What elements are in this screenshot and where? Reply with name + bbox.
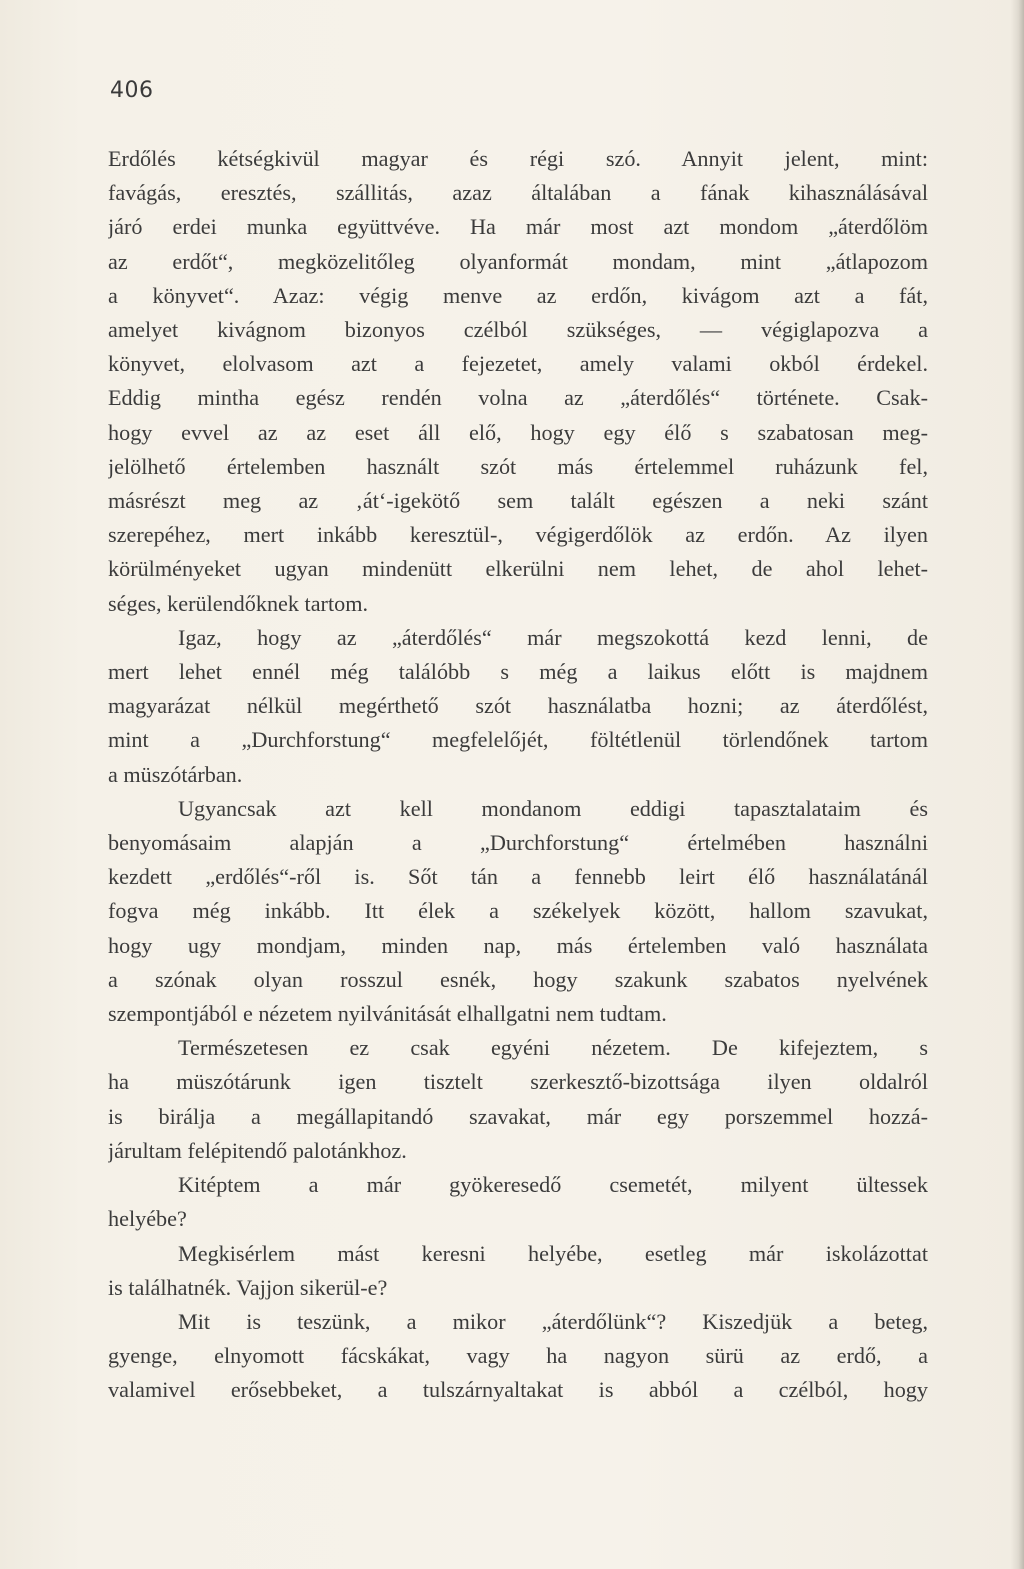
text-line: mint a „Durchforstung“ megfelelőjét, föltétlenül törlendőnek tartom (108, 727, 928, 753)
text-line: Kitéptem a már gyökeresedő csemetét, milyent ültessek (178, 1172, 928, 1198)
text-line: a szónak olyan rosszul esnék, hogy szakunk szabatos nyelvének (108, 966, 928, 992)
text-line: Természetesen ez csak egyéni nézetem. De kifejeztem, s (178, 1035, 928, 1061)
text-line: is birálja a megállapitandó szavakat, már egy porszemmel hozzá- (108, 1103, 928, 1129)
text-line: kezdett „erdőlés“-ről is. Sőt tán a fennebb leirt élő használatánál (108, 864, 928, 890)
text-line: körülményeket ugyan mindenütt elkerülni nem lehet, de ahol lehet- (108, 556, 928, 582)
text-line: valamivel erősebbeket, a tulszárnyaltakat is abból a czélból, hogy (108, 1377, 928, 1403)
text-line: jelölhető értelemben használt szót más értelemmel ruházunk fel, (108, 453, 928, 479)
body-text (108, 142, 928, 1408)
text-line: mert lehet ennél még találóbb s még a laikus előtt is majdnem (108, 659, 928, 685)
text-line: Erdőlés kétségkivül magyar és régi szó. Annyit jelent, mint: (108, 146, 928, 171)
text-line: is találhatnék. Vajjon sikerül-e? (108, 1274, 388, 1300)
text-line: másrészt meg az ‚át‘-igekötő sem talált egészen a neki szánt (108, 488, 928, 514)
text-line: gyenge, elnyomott fácskákat, vagy ha nagyon sürü az erdő, a (108, 1343, 928, 1369)
paragraph (108, 1031, 928, 1168)
text-line: séges, kerülendőknek tartom. (108, 590, 369, 616)
page-edge-shadow (1010, 0, 1024, 1569)
text-line: könyvet, elolvasom azt a fejezetet, amely valami okból érdekel. (108, 351, 928, 377)
paragraph (108, 792, 928, 1031)
text-line: az erdőt“, megközelitőleg olyanformát mondam, mint „átlapozom (108, 248, 928, 274)
page-number: 406 (110, 78, 154, 103)
text-line: fogva még inkább. Itt élek a székelyek között, hallom szavukat, (108, 898, 928, 924)
text-line: járó erdei munka együttvéve. Ha már most azt mondom „áterdőlöm (108, 214, 928, 240)
text-line: szempontjából e nézetem nyilvánitását elhallgatni nem tudtam. (108, 1001, 667, 1027)
text-line: Megkisérlem mást keresni helyébe, esetleg már iskolázottat (178, 1240, 928, 1266)
text-line: járultam felépitendő palotánkhoz. (108, 1137, 407, 1163)
text-line: magyarázat nélkül megérthető szót használatba hozni; az áterdőlést, (108, 693, 928, 719)
text-line: amelyet kivágnom bizonyos czélból szükséges, — végiglapozva a (108, 317, 928, 343)
paragraph (108, 142, 928, 621)
text-line: Igaz, hogy az „áterdőlés“ már megszokottá kezd lenni, de (178, 624, 928, 650)
text-line: benyomásaim alapján a „Durchforstung“ értelmében használni (108, 830, 928, 856)
text-line: ha müszótárunk igen tisztelt szerkesztő-bizottsága ilyen oldalról (108, 1069, 928, 1095)
text-line: Ugyancsak azt kell mondanom eddigi tapasztalataim és (178, 795, 928, 821)
text-line: hogy evvel az az eset áll elő, hogy egy élő s szabatosan meg- (108, 419, 928, 445)
text-line: favágás, eresztés, szállitás, azaz általában a fának kihasználásával (108, 180, 928, 206)
paragraph (108, 621, 928, 792)
text-line: a könyvet“. Azaz: végig menve az erdőn, kivágom azt a fát, (108, 282, 928, 308)
paragraph (108, 1168, 928, 1236)
paragraph (108, 1305, 928, 1408)
text-line: Eddig mintha egész rendén volna az „áterdőlés“ története. Csak- (108, 385, 928, 411)
text-line: Mit is teszünk, a mikor „áterdőlünk“? Kiszedjük a beteg, (178, 1308, 928, 1334)
text-line: a müszótárban. (108, 761, 243, 787)
text-line: szerepéhez, mert inkább keresztül-, végigerdőlök az erdőn. Az ilyen (108, 522, 928, 548)
text-line: hogy ugy mondjam, minden nap, más értelemben való használata (108, 932, 928, 958)
paragraph (108, 1237, 928, 1305)
text-line: helyébe? (108, 1206, 187, 1232)
